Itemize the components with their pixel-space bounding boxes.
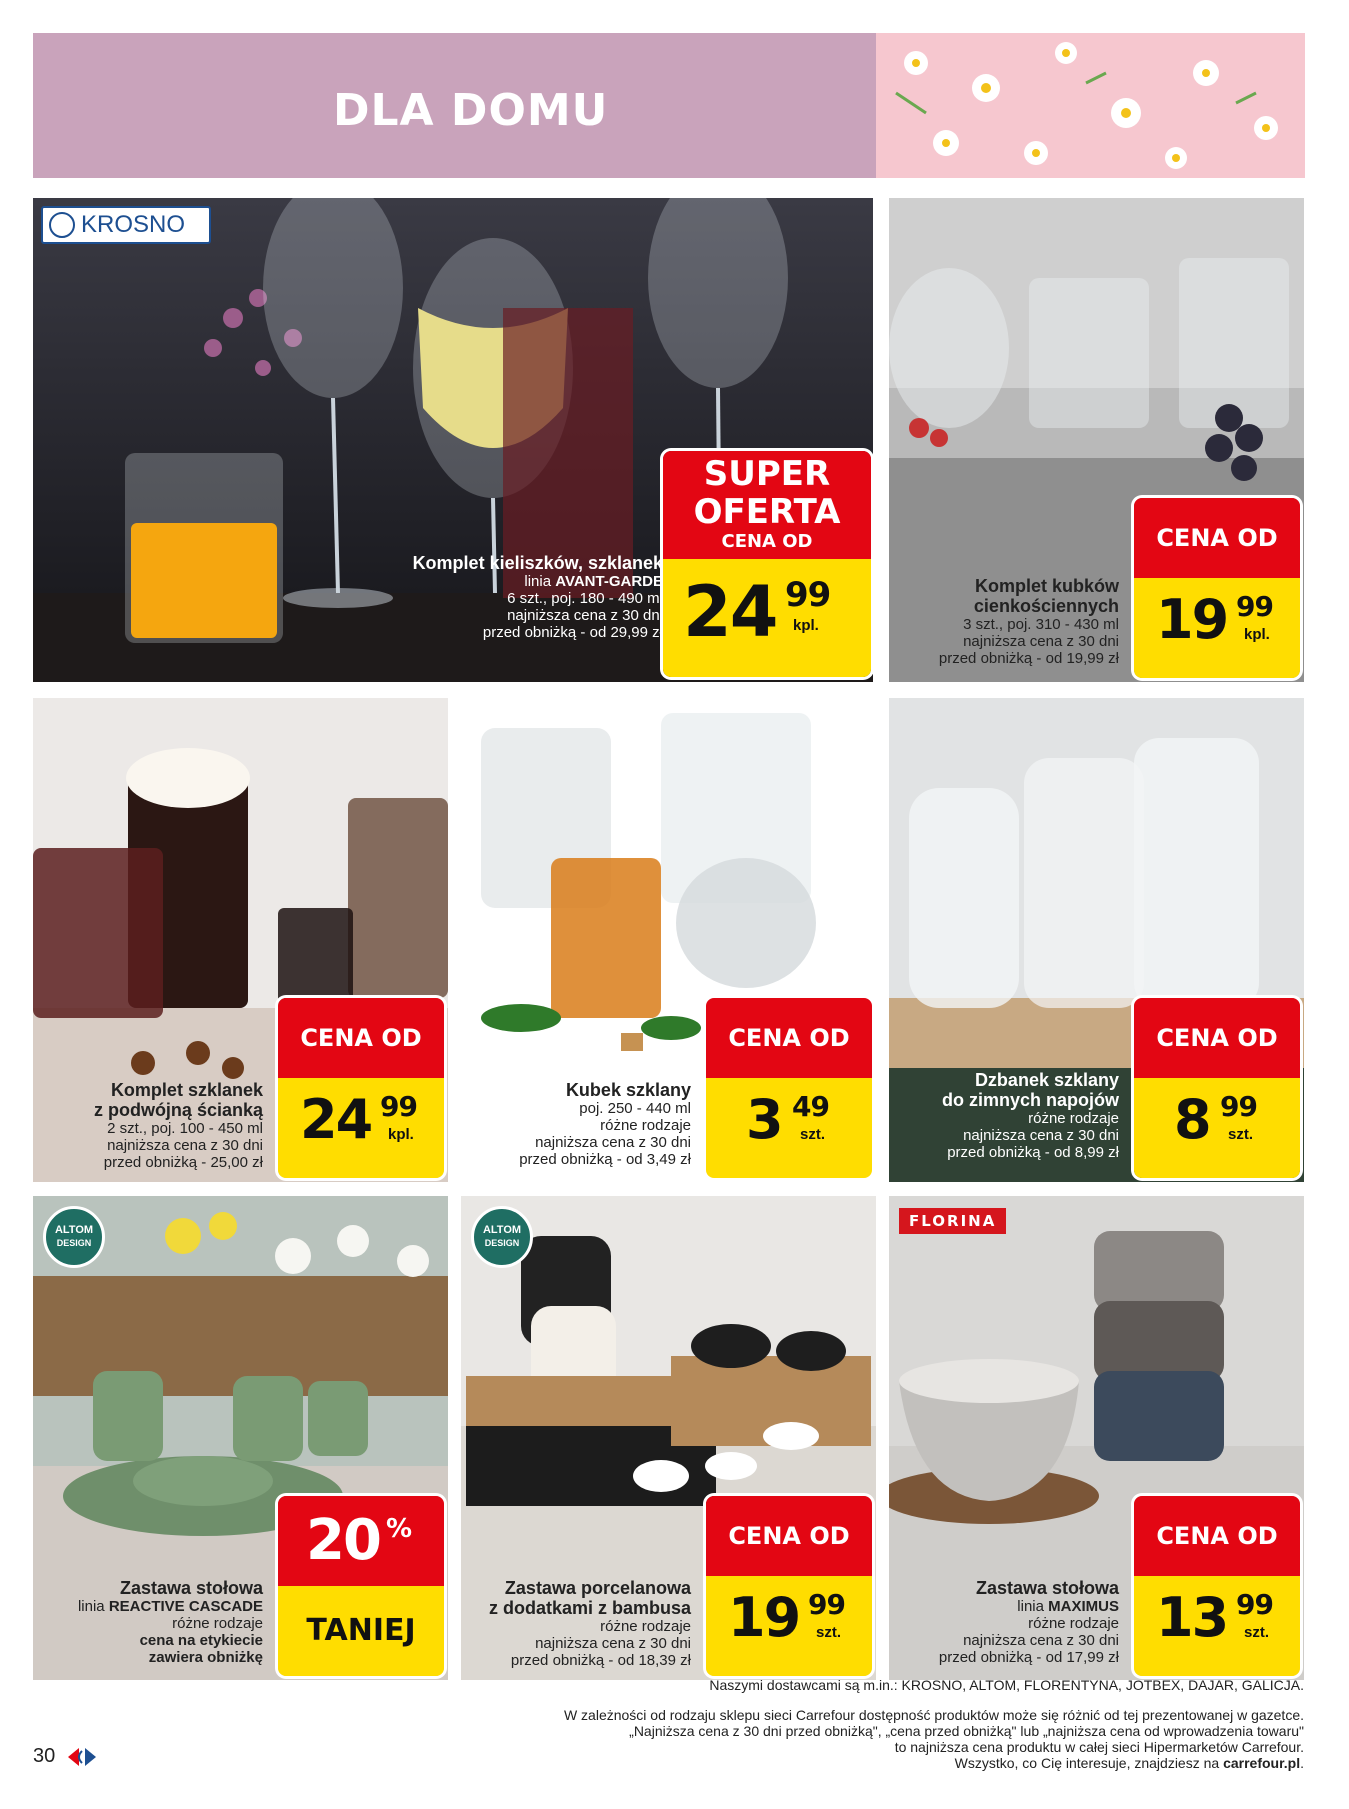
price-box — [1134, 1496, 1300, 1676]
price-label: CENA OD — [278, 998, 444, 1078]
product-name: z podwójną ścianką — [93, 1100, 263, 1120]
price-integer: 24 — [683, 571, 777, 653]
product-detail: przed obniżką - od 18,39 zł — [510, 1652, 691, 1669]
brand-logo-altom — [471, 1206, 533, 1268]
price-cents: 99 — [1220, 1090, 1257, 1123]
price-cents: 49 — [792, 1090, 829, 1123]
product-detail: najniższa cena z 30 dni — [963, 1632, 1119, 1649]
product-name: Komplet kubków cienkościennych — [973, 576, 1119, 616]
product-description — [919, 576, 1119, 667]
product-detail: przed obniżką - od 3,49 zł — [519, 1151, 691, 1168]
product-line: linia AVANT-GARDE — [524, 573, 663, 590]
product-detail: cena na etykiecie — [139, 1632, 263, 1649]
product-detail: przed obniżką - 25,00 zł — [103, 1154, 263, 1171]
price-integer: 13 — [1156, 1586, 1228, 1649]
product-detail: 6 szt., poj. 180 - 490 ml — [507, 590, 663, 607]
price-integer: 19 — [1156, 588, 1228, 651]
price-label: CENA OD — [1134, 1496, 1300, 1576]
price-cents: 99 — [1236, 1588, 1273, 1621]
disclaimer-line: „Najniższa cena z 30 dni przed obniżką", „cena przed obniżką" lub „najniższa cena od wprowadzenia towaru" — [629, 1723, 1304, 1739]
product-detail: zawiera obniżkę — [148, 1649, 263, 1666]
price-box — [1134, 998, 1300, 1178]
product-description — [939, 1578, 1119, 1666]
product-tile-double-wall-glasses[interactable] — [33, 698, 448, 1182]
product-detail: różne rodzaje — [172, 1615, 263, 1632]
product-name: Zastawa stołowa — [119, 1578, 263, 1598]
price-integer: 8 — [1174, 1088, 1210, 1151]
suppliers-note: Naszymi dostawcami są m.in.: KROSNO, ALTOM, FLORENTYNA, JOTBEX, DAJAR, GALICJA. — [709, 1677, 1304, 1693]
daisy-illustration — [876, 33, 1305, 178]
disclaimer-line: Wszystko, co Cię interesuje, znajdziesz na carrefour.pl. — [954, 1755, 1304, 1771]
brand-subname: DESIGN — [56, 1238, 92, 1248]
product-detail: najniższa cena z 30 dni — [535, 1635, 691, 1652]
brand-name: ALTOM — [482, 1224, 522, 1236]
brand-logo-krosno — [41, 206, 211, 244]
product-name: Dzbanek szklany — [974, 1070, 1119, 1090]
krosno-ring-icon — [49, 212, 75, 238]
discount-word: TANIEJ — [278, 1586, 444, 1676]
brand-name: KROSNO — [81, 211, 186, 238]
product-name: Komplet kieliszków, szklanek — [412, 553, 663, 573]
product-line: linia MAXIMUS — [1017, 1598, 1119, 1615]
disclaimer-line: to najniższa cena produktu w całej sieci Hipermarketów Carrefour. — [894, 1739, 1304, 1755]
price-cents: 99 — [808, 1588, 845, 1621]
page-number-area — [33, 1745, 99, 1768]
product-description — [94, 1080, 263, 1171]
product-name: z dodatkami z bambusa — [488, 1598, 691, 1618]
product-tile-glass-jug[interactable] — [889, 698, 1304, 1182]
product-name: do zimnych napojów — [941, 1090, 1119, 1110]
product-detail: poj. 250 - 440 ml — [579, 1100, 691, 1117]
price-integer: 24 — [300, 1088, 372, 1151]
product-name: Komplet szklanek — [110, 1080, 263, 1100]
price-unit: szt. — [816, 1624, 842, 1641]
brand-logo-florina: FLORINA — [899, 1208, 1006, 1234]
page-number: 30 — [33, 1745, 56, 1767]
brand-subname: DESIGN — [484, 1238, 520, 1248]
product-detail: różne rodzaje — [600, 1117, 691, 1134]
disclaimer-line: W zależności od rodzaju sklepu sieci Carrefour dostępność produktów może się różnić od tej prezentowanej w gazetce. — [563, 1707, 1304, 1723]
price-label: CENA OD — [1134, 998, 1300, 1078]
brand-logo-altom — [43, 1206, 105, 1268]
price-label: CENA OD — [706, 1496, 872, 1576]
price-unit: szt. — [1244, 1624, 1270, 1641]
price-cents: 99 — [380, 1090, 417, 1123]
product-description — [78, 1578, 263, 1666]
price-unit: kpl. — [793, 617, 819, 634]
product-detail: najniższa cena z 30 dni — [507, 607, 663, 624]
product-detail: 2 szt., poj. 100 - 450 ml — [107, 1120, 263, 1137]
page-title: DLA DOMU — [333, 85, 609, 136]
product-detail: najniższa cena z 30 dni — [535, 1134, 691, 1151]
product-description — [942, 1070, 1119, 1161]
product-tile-maximus[interactable] — [889, 1196, 1304, 1680]
carrefour-link[interactable]: carrefour.pl — [1223, 1755, 1301, 1771]
product-detail: 3 szt., poj. 310 - 430 ml — [963, 616, 1119, 633]
carrefour-logo-icon — [65, 1746, 99, 1768]
price-box — [706, 998, 872, 1178]
discount-box — [278, 1496, 444, 1676]
product-detail: najniższa cena z 30 dni — [963, 1127, 1119, 1144]
product-tile-glass-mug[interactable] — [461, 698, 876, 1182]
product-tile-krosno-glasses[interactable] — [33, 198, 873, 682]
header-band — [33, 33, 876, 178]
product-name: Zastawa stołowa — [975, 1578, 1119, 1598]
product-description — [489, 1578, 691, 1669]
product-detail: przed obniżką - od 8,99 zł — [947, 1144, 1119, 1161]
product-description — [413, 553, 663, 641]
section-header — [33, 33, 1305, 178]
product-detail: najniższa cena z 30 dni — [107, 1137, 263, 1154]
product-tile-reactive-cascade[interactable] — [33, 1196, 448, 1680]
product-tile-porcelain-bamboo[interactable] — [461, 1196, 876, 1680]
product-tile-thin-mugs[interactable] — [889, 198, 1304, 682]
price-unit: kpl. — [388, 1126, 414, 1143]
price-integer: 19 — [728, 1586, 800, 1649]
product-name: Zastawa porcelanowa — [504, 1578, 691, 1598]
product-detail: przed obniżką - od 19,99 zł — [938, 650, 1119, 667]
price-box — [1134, 498, 1300, 678]
product-detail: najniższa cena z 30 dni — [963, 633, 1119, 650]
price-label: SUPER OFERTA CENA OD — [663, 451, 871, 559]
product-detail: różne rodzaje — [1028, 1110, 1119, 1127]
product-detail: przed obniżką - od 17,99 zł — [938, 1649, 1119, 1666]
brand-name: ALTOM — [54, 1224, 94, 1236]
price-integer: 3 — [746, 1088, 782, 1151]
product-description — [519, 1080, 691, 1168]
price-cents: 99 — [785, 575, 831, 615]
discount-percent: 20 % — [278, 1496, 444, 1586]
price-unit: kpl. — [1244, 626, 1270, 643]
product-detail: różne rodzaje — [600, 1618, 691, 1635]
price-box — [278, 998, 444, 1178]
legal-disclaimer — [564, 1707, 1304, 1771]
product-detail: przed obniżką - od 29,99 zł — [482, 624, 663, 641]
price-unit: szt. — [800, 1126, 826, 1143]
product-line: linia REACTIVE CASCADE — [77, 1598, 263, 1615]
daisy-photo — [876, 33, 1305, 178]
price-box — [663, 451, 871, 677]
product-name: Kubek szklany — [565, 1080, 691, 1100]
price-box — [706, 1496, 872, 1676]
price-cents: 99 — [1236, 590, 1273, 623]
price-unit: szt. — [1228, 1126, 1254, 1143]
product-detail: różne rodzaje — [1028, 1615, 1119, 1632]
price-label: CENA OD — [706, 998, 872, 1078]
price-label: CENA OD — [1134, 498, 1300, 578]
